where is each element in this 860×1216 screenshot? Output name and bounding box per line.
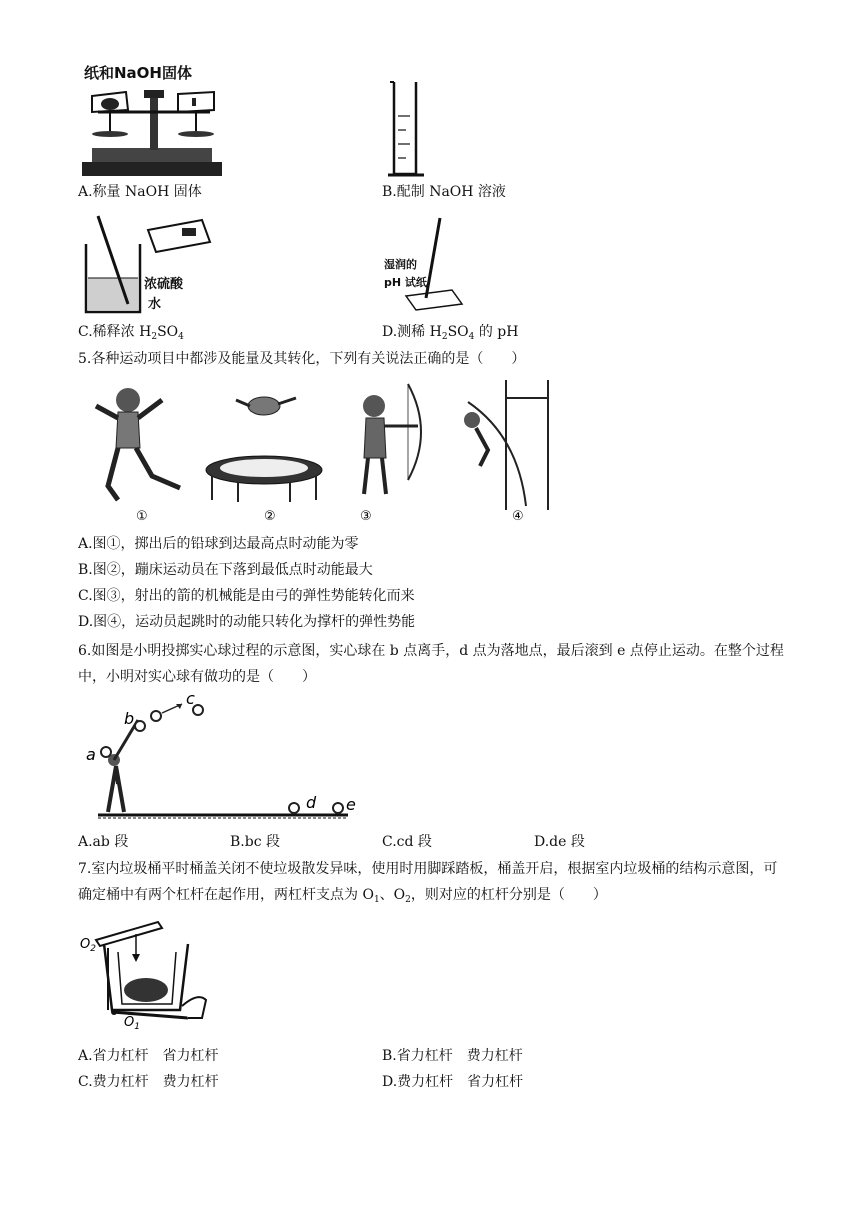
pole-vault-figure [464, 380, 548, 524]
ph-test-figure [382, 216, 472, 312]
point-a: a [86, 745, 96, 764]
q4-option-b: B.配制 NaOH 溶液 [382, 184, 506, 200]
q7-option-b: B.省力杠杆 费力杠杆 [382, 1048, 523, 1064]
cylinder-figure [382, 78, 432, 180]
point-e: e [346, 795, 356, 814]
dilution-figure [78, 212, 218, 318]
balance-figure-label: 纸和NaOH固体 [84, 64, 192, 82]
q7-stem: 7.室内垃圾桶平时桶盖关闭不使垃圾散发异味，使用时用脚踩踏板，桶盖开启，根据室内垃圾桶的结构示意图，可确定桶中有两个杠杆在起作用，两杠杆支点为 $O_1$、$O_2$，则对应的杠杆分别是（ ） [78, 861, 778, 905]
ph-label-paper: pH 试纸 [384, 276, 427, 289]
q6-option-d: D.de 段 [534, 834, 585, 850]
q5-option-c: C.图③，射出的箭的机械能是由弓的弹性势能转化而来 [78, 588, 415, 604]
q7-option-d: D.费力杠杆 省力杠杆 [382, 1074, 524, 1090]
q4-option-c: C.稀释浓 $H_2SO_4$ [78, 324, 184, 342]
q5-option-d: D.图④，运动员起跳时的动能只转化为撑杆的弹性势能 [78, 614, 416, 630]
fig-num-2: ② [264, 509, 276, 524]
point-c: c [186, 694, 195, 708]
fig-num-1: ① [136, 509, 148, 524]
trash-bin-figure [78, 914, 218, 1034]
fig-num-4: ④ [512, 509, 524, 524]
q6-option-a: A.ab 段 [78, 834, 129, 850]
q5-option-a: A.图①，掷出后的铅球到达最高点时动能为零 [78, 536, 359, 552]
q6-stem: 6.如图是小明投掷实心球过程的示意图，实心球在 b 点离手，d 点为落地点，最后滚到 e 点停止运动。在整个过程中，小明对实心球有做功的是（ ） [78, 643, 784, 685]
shot-put-figure [96, 388, 180, 524]
balance-figure [78, 62, 228, 180]
point-d: d [306, 793, 317, 812]
q4-option-a: A.称量 NaOH 固体 [78, 184, 202, 200]
q4-option-d: D.测稀 $H_2SO_4$ 的 pH [382, 324, 519, 342]
q7-option-a: A.省力杠杆 省力杠杆 [78, 1048, 219, 1064]
sports-figure [78, 376, 578, 526]
archer-figure [360, 384, 421, 524]
q5-stem: 5.各种运动项目中都涉及能量及其转化，下列有关说法正确的是（ ） [78, 351, 526, 367]
point-b: b [124, 709, 135, 728]
dilution-label-water: 水 [148, 297, 162, 312]
q6-option-c: C.cd 段 [382, 834, 432, 850]
q5-option-b: B.图②，蹦床运动员在下落到最低点时动能最大 [78, 562, 373, 578]
dilution-label-acid: 浓硫酸 [144, 277, 184, 292]
ph-label-wet: 湿润的 [384, 258, 417, 271]
trampoline-figure [206, 397, 322, 524]
q6-option-b: B.bc 段 [230, 834, 280, 850]
fig-num-3: ③ [360, 509, 372, 524]
q7-option-c: C.费力杠杆 费力杠杆 [78, 1074, 219, 1090]
pivot-o2: $O_2$ [80, 937, 96, 954]
shot-throw-figure [78, 694, 358, 824]
pivot-o1: $O_1$ [124, 1015, 140, 1032]
